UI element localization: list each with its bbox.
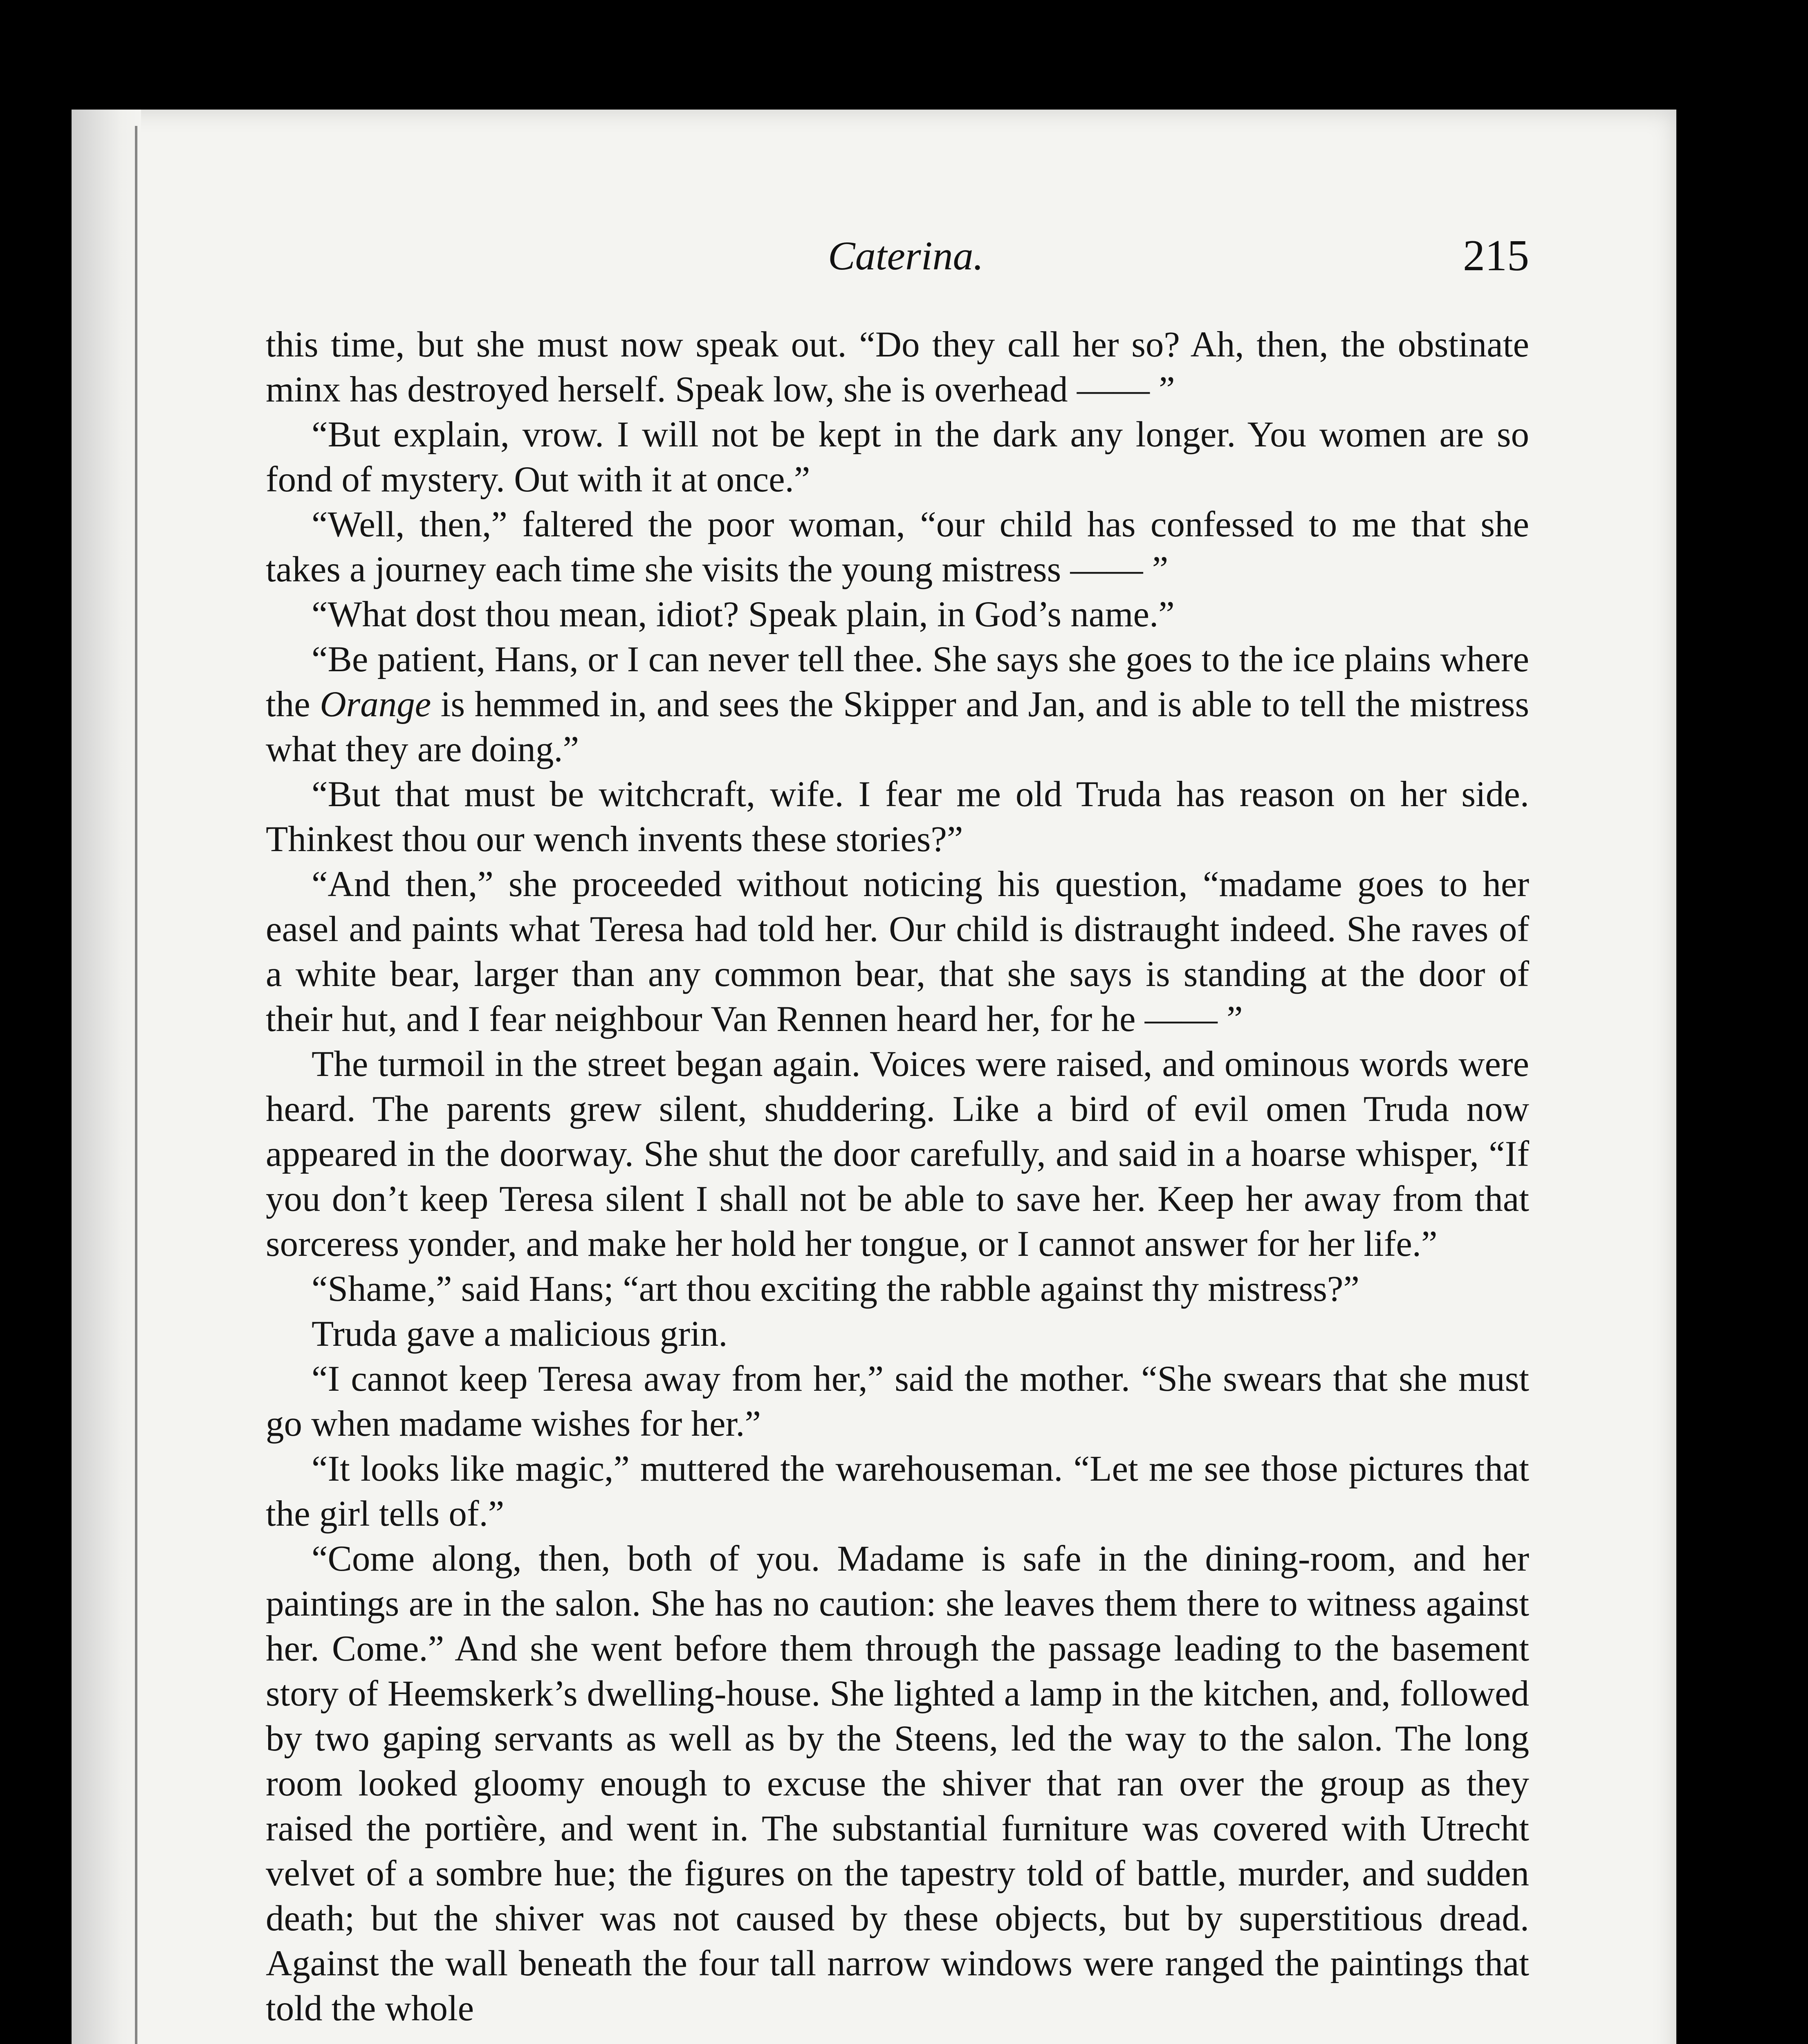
paragraph-6: “But that must be witchcraft, wife. I fear me old Truda has reason on her side. Thinkest thou our wench invents these stories?” — [266, 774, 1529, 859]
paragraph-5-end: is hemmed in, and sees the Skipper and Jan, and is able to tell the mistress what they are doing.” — [266, 684, 1529, 769]
running-title: Caterina. — [828, 233, 984, 278]
page-number: 215 — [1463, 231, 1529, 280]
paragraph-8: The turmoil in the street began again. Voices were raised, and ominous words were heard. The parents grew silent, shuddering. Like a bird of evil omen Truda now appeared in the doorway. She shut the door carefully, and said in a hoarse whisper, “If you don’t keep Teresa silent I shall not be able to save her. Keep her away from that sorceress yonder, and make her hold her tongue, or I cannot answer for her life.” — [266, 1044, 1529, 1264]
paragraph-4: “What dost thou mean, idiot? Speak plain, in God’s name.” — [312, 594, 1175, 634]
paragraph-3: “Well, then,” faltered the poor woman, “our child has confessed to me that she takes a journey each time she visits the young mistress —— ” — [266, 504, 1529, 589]
paragraph-1: this time, but she must now speak out. “Do they call her so? Ah, then, the obstinate minx has destroyed herself. Speak low, she is overhead —— ” — [266, 325, 1529, 410]
paragraph-12: “It looks like magic,” muttered the warehouseman. “Let me see those pictures that the girl tells of.” — [266, 1449, 1529, 1534]
paragraph-13: “Come along, then, both of you. Madame is safe in the dining-room, and her paintings are in the salon. She has no caution: she leaves them there to witness against her. Come.” And she went before them through the passage leading to the basement story of Heemskerk’s dwelling-house. She lighted a lamp in the kitchen, and, followed by two gaping servants as well as by the Steens, led the way to the salon. The long room looked gloomy enough to excuse the shiver that ran over the group as they raised the portière, and went in. The substantial furniture was covered with Utrecht velvet of a sombre hue; the figures on the tapestry told of battle, murder, and sudden death; but the shiver was not caused by these objects, but by superstitious dread. Against the wall beneath the four tall narrow windows were ranged the paintings that told the whole — [266, 1539, 1529, 2028]
ship-name-italic: Orange — [320, 684, 431, 724]
page-gutter — [72, 110, 141, 2044]
paragraph-10: Truda gave a malicious grin. — [312, 1314, 728, 1354]
paragraph-9: “Shame,” said Hans; “art thou exciting the rabble against thy mistress?” — [312, 1269, 1359, 1309]
body-text — [266, 322, 1529, 2031]
book-page — [72, 110, 1676, 2044]
paragraph-2: “But explain, vrow. I will not be kept in the dark any longer. You women are so fond of mystery. Out with it at once.” — [266, 415, 1529, 500]
paragraph-11: “I cannot keep Teresa away from her,” said the mother. “She swears that she must go when madame wishes for her.” — [266, 1359, 1529, 1444]
binding-shadow — [135, 126, 137, 2044]
paragraph-5 — [266, 637, 1529, 772]
paragraph-7: “And then,” she proceeded without noticing his question, “madame goes to her easel and paints what Teresa had told her. Our child is distraught indeed. She raves of a white bear, larger than any common bear, that she says is standing at the door of their hut, and I fear neighbour Van Rennen heard her, for he —— ” — [266, 864, 1529, 1039]
paragraph-5-start: “Be patient, Hans, or I can never tell thee. She says she goes to the ice plains where the — [266, 639, 1529, 724]
